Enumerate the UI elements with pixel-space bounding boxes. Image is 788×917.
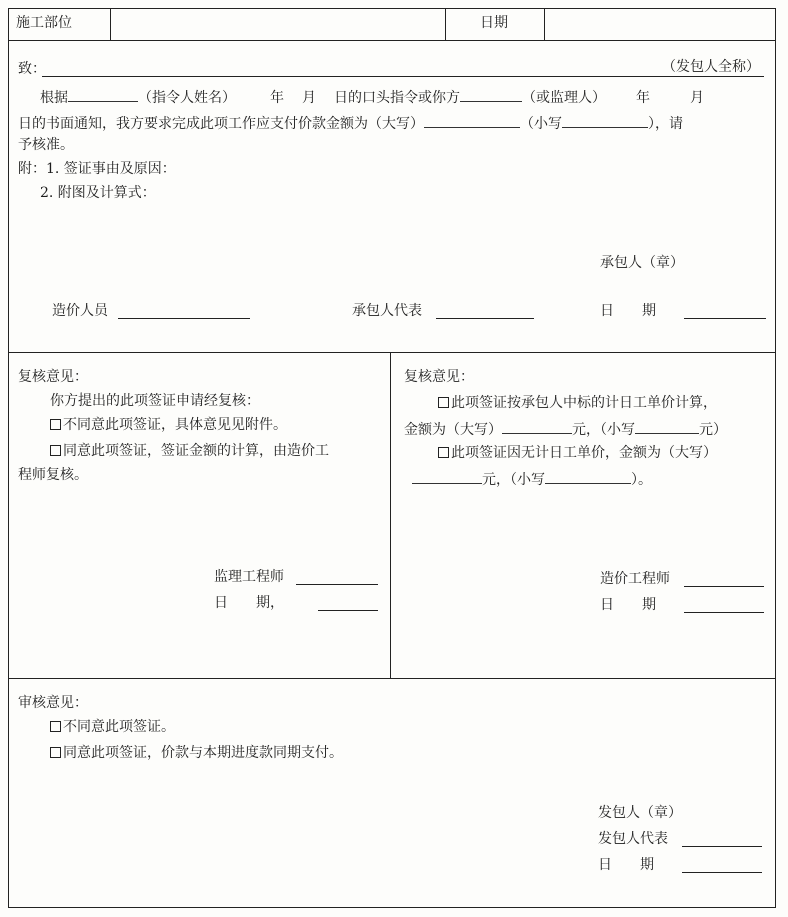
left-option-2	[50, 442, 329, 460]
section-divider-2	[8, 678, 776, 679]
right-yuan2-text: 元，（小写	[482, 472, 545, 488]
right-amount-words-text: 金额为（大写）	[404, 422, 502, 438]
right-option-2	[438, 444, 717, 462]
review-column-divider	[390, 352, 391, 678]
text-month-2: 月	[690, 90, 704, 106]
text-basis: 根据	[40, 90, 68, 106]
header-divider-2	[445, 8, 446, 40]
cost-engineer-line[interactable]	[684, 586, 764, 587]
right-amount-words-blank[interactable]	[502, 418, 572, 434]
text-please: ），请	[648, 116, 683, 132]
employer-rep-label: 发包人代表	[598, 831, 668, 847]
header-divider-3	[544, 8, 545, 40]
employer-rep-line[interactable]	[682, 846, 762, 847]
right-option-1	[438, 394, 717, 412]
text-oral: 日的口头指令或你方	[334, 90, 460, 106]
text-year-1: 年	[270, 90, 284, 106]
audit-disagree-label: 不同意此项签证。	[63, 719, 175, 735]
location-label: 施工部位	[16, 15, 72, 31]
audit-agree-label: 同意此项签证，价款与本期进度款同期支付。	[63, 745, 343, 761]
right-review-title: 复核意见：	[404, 369, 474, 385]
audit-option-2	[50, 744, 343, 762]
header-divider-1	[110, 8, 111, 40]
right-daywork-checkbox[interactable]	[438, 397, 449, 408]
left-agree-checkbox[interactable]	[50, 445, 61, 456]
cost-engineer-label: 造价工程师	[600, 571, 670, 587]
right-yuan-close: 元）	[699, 422, 727, 438]
cost-staff-line[interactable]	[118, 318, 250, 319]
right-amount2-figures-blank[interactable]	[545, 468, 631, 484]
left-date-line[interactable]	[318, 610, 378, 611]
date-label: 日期	[480, 15, 508, 31]
audit-date-line[interactable]	[682, 872, 762, 873]
left-disagree-checkbox[interactable]	[50, 419, 61, 430]
right-no-daywork-label: 此项签证因无计日工单价，金额为（大写）	[451, 445, 717, 461]
right-daywork-label: 此项签证按承包人中标的计日工单价计算，	[451, 395, 717, 411]
header-bottom-line	[8, 40, 776, 41]
right-amount2-words-blank[interactable]	[412, 468, 482, 484]
audit-option-1	[50, 718, 175, 736]
request-line-1	[40, 86, 704, 107]
text-written-notice: 日的书面通知，我方要求完成此项工作应支付价款金额为（大写）	[18, 116, 424, 132]
right-no-daywork-checkbox[interactable]	[438, 447, 449, 458]
right-amount-figures-blank[interactable]	[635, 418, 699, 434]
left-agree-label: 同意此项签证，签证金额的计算，由造价工	[63, 443, 329, 459]
supervising-engineer-label: 监理工程师	[214, 569, 284, 585]
left-review-line1: 你方提出的此项签证申请经复核：	[50, 393, 260, 409]
audit-date-label: 日 期	[598, 857, 654, 873]
date-field[interactable]	[546, 10, 774, 38]
right-option-1-cont	[404, 418, 727, 439]
attachment-2: 2. 附图及计算式：	[40, 185, 156, 201]
location-field[interactable]	[112, 10, 442, 38]
left-disagree-label: 不同意此项签证，具体意见见附件。	[63, 417, 287, 433]
left-review-title: 复核意见：	[18, 369, 88, 385]
instructor-name-blank[interactable]	[68, 86, 138, 102]
text-month-1: 月	[302, 90, 316, 106]
text-year-2: 年	[636, 90, 650, 106]
audit-disagree-checkbox[interactable]	[50, 721, 61, 732]
audit-agree-checkbox[interactable]	[50, 747, 61, 758]
amount-words-blank[interactable]	[424, 112, 520, 128]
cost-staff-label: 造价人员	[52, 303, 108, 319]
right-date-label: 日 期	[600, 597, 656, 613]
section-divider-1	[8, 352, 776, 353]
supervisor-blank[interactable]	[460, 86, 522, 102]
audit-title: 审核意见：	[18, 695, 88, 711]
right-date-line[interactable]	[684, 612, 764, 613]
text-lowercase: （小写	[520, 116, 562, 132]
employer-name-line[interactable]	[42, 76, 764, 77]
text-supervisor: （或监理人）	[522, 90, 606, 106]
amount-figures-blank[interactable]	[562, 112, 648, 128]
request-date-label: 日 期	[600, 303, 656, 319]
left-option-2-cont: 程师复核。	[18, 467, 88, 483]
contractor-seal-label: 承包人（章）	[600, 255, 684, 271]
to-label: 致：	[18, 61, 46, 77]
employer-seal-label: 发包人（章）	[598, 805, 682, 821]
contractor-rep-label: 承包人代表	[352, 303, 422, 319]
left-option-1	[50, 416, 287, 434]
text-instructor: （指令人姓名）	[138, 90, 236, 106]
employer-name-note: （发包人全称）	[662, 59, 760, 75]
right-option-2-cont	[412, 468, 652, 489]
request-date-line[interactable]	[684, 318, 766, 319]
right-yuan-text: 元，（小写	[572, 422, 635, 438]
contractor-rep-line[interactable]	[436, 318, 534, 319]
left-date-label: 日 期，	[214, 595, 284, 611]
request-line-3: 予核准。	[18, 137, 74, 153]
right-close-text: ）。	[631, 472, 652, 488]
attachment-1: 附：1. 签证事由及原因：	[18, 161, 176, 177]
request-line-2	[18, 112, 683, 133]
supervising-engineer-line[interactable]	[296, 584, 378, 585]
